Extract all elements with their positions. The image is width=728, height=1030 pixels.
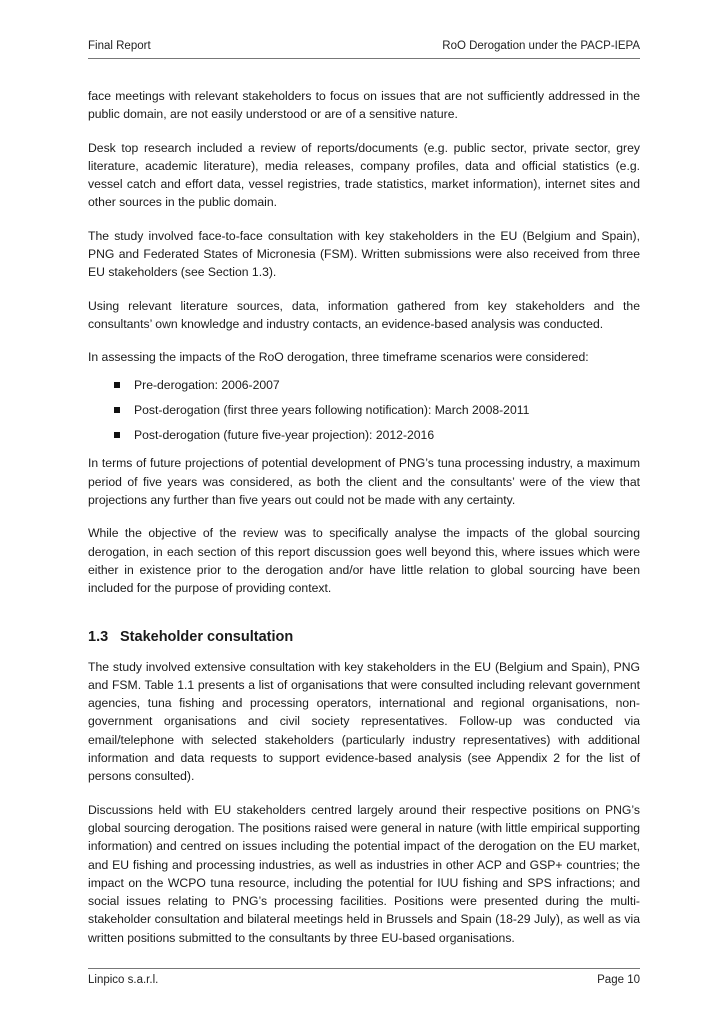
- timeframe-scenarios-list: [88, 376, 640, 445]
- paragraph: face meetings with relevant stakeholders to focus on issues that are not sufficiently addressed in the public domain, are not easily understood or are of a sensitive nature.: [88, 89, 640, 122]
- list-item: Pre-derogation: 2006-2007: [114, 376, 640, 394]
- page-number: Page 10: [597, 974, 640, 986]
- paragraph: In assessing the impacts of the RoO derogation, three timeframe scenarios were considered:: [88, 350, 589, 365]
- page-header: [88, 40, 640, 52]
- paragraph: The study involved extensive consultation with key stakeholders in the EU (Belgium and Spain), PNG and FSM. Table 1.1 presents a list of organisations that were consulted including relevant government agencies, tuna fishing and processing operators, international and regional organisations, non-government organisations and civil society representatives. Follow-up was conducted via email/telephone with selected stakeholders (particularly industry representatives) with additional information and data requests to support evidence-based analysis (see Appendix 2 for the list of persons consulted).: [88, 659, 640, 784]
- paragraph: In terms of future projections of potential development of PNG’s tuna processing industry, a maximum period of five years was considered, as both the client and the consultants’ were of the view that projections any further than five years out could not be made with any certainty.: [88, 456, 640, 508]
- paragraph: Desk top research included a review of reports/documents (e.g. public sector, private sector, grey literature, academic literature), media releases, company profiles, data and official statistics (e.g. vessel catch and effort data, vessel registries, trade statistics, market information), internet sites and other sources in the public domain.: [88, 140, 640, 210]
- section-heading: [88, 627, 640, 647]
- paragraph: Using relevant literature sources, data, information gathered from key stakeholders and the consultants’ own knowledge and industry contacts, an evidence-based analysis was conducted.: [88, 298, 640, 331]
- footer-company: Linpico s.a.r.l.: [88, 974, 159, 986]
- section-number: 1.3: [88, 628, 109, 645]
- list-item: Post-derogation (first three years following notification): March 2008-2011: [114, 401, 640, 419]
- header-document-title: RoO Derogation under the PACP-IEPA: [442, 40, 640, 52]
- paragraph: The study involved face-to-face consultation with key stakeholders in the EU (Belgium and Spain), PNG and Federated States of Micronesia (FSM). Written submissions were also received from three EU stakeholders (see Section 1.3).: [88, 228, 640, 280]
- section-title: Stakeholder consultation: [120, 628, 294, 645]
- list-item: Post-derogation (future five-year projection): 2012-2016: [114, 426, 640, 444]
- page-footer: [88, 974, 640, 986]
- paragraph: Discussions held with EU stakeholders centred largely around their respective positions on PNG’s global sourcing derogation. The positions raised were general in nature (with little empirical supporting information) and centred on issues including the potential impact of the derogation on the EU market, and EU fishing and processing industries, as well as industries in other ACP and GSP+ countries; the impact on the WCPO tuna resource, including the potential for IUU fishing and SPS infractions; and social issues relating to PNG’s processing facilities. Positions were presented during the multi-stakeholder consultation and bilateral meetings held in Brussels and Spain (18-29 July), as well as via written positions submitted to the consultants by three EU-based organisations.: [88, 802, 640, 945]
- header-divider: [88, 58, 640, 59]
- footer-divider: [88, 968, 640, 969]
- header-report-title: Final Report: [88, 40, 151, 52]
- page-body: [88, 87, 640, 962]
- paragraph: While the objective of the review was to specifically analyse the impacts of the global sourcing derogation, in each section of this report discussion goes well beyond this, where issues which were either in existence prior to the derogation and/or have little relation to global sourcing have been included for the purpose of providing context.: [88, 526, 640, 596]
